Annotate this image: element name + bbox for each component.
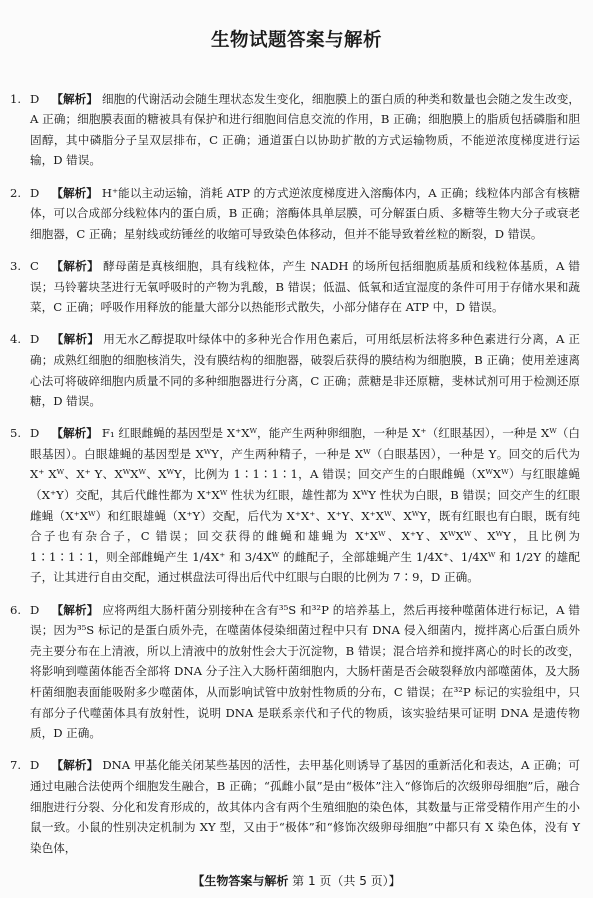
item-text: F₁ 红眼雌蝇的基因型是 X⁺Xᵂ，能产生两种卵细胞，一种是 X⁺（红眼基因），一种是 Xᵂ（白眼基因）。白眼雄蝇的基因型是 XᵂY，产生两种精子，一种是 Xᵂ（白眼基因），一种是 Y。回交的后代为 X⁺ Xᵂ、X⁺ Y、XᵂXᵂ、XᵂY，比例为 1∶1∶1∶1，A 错误；回交产生的白眼雌蝇（XᵂXᵂ）与红眼雄蝇（X⁺Y）交配，其后代雌性都为 X⁺Xᵂ 性状为红眼，雄性都为 XᵂY 性状为白眼，B 错误；回交产生的红眼雌蝇（X⁺Xᵂ）和红眼雄蝇（X⁺Y）交配，后代为 X⁺X⁺、X⁺Y、X⁺Xᵂ、XᵂY，既有红眼也有白眼，既有纯合子也有杂合子，C 错误；回交获得的雌蝇和雄蝇为 X⁺Xᵂ、X⁺Y、XᵂXᵂ、XᵂY，且比例为 1∶1∶1∶1，则全部雌蝇产生 1/4X⁺ 和 3/4Xᵂ 的雌配子，全部雄蝇产生 1/4X⁺、1/4Xᵂ 和 1/2Y 的雄配子，让其进行自由交配，通过棋盘法可得出后代中红眼与白眼的比例为 7∶9，D 正确。 xyxy=(30,426,580,585)
item-answer: C xyxy=(30,258,39,273)
answer-item xyxy=(10,89,580,171)
analysis-tag: 【解析】 xyxy=(51,332,100,347)
analysis-tag: 【解析】 xyxy=(51,758,99,773)
item-text: 酵母菌是真核细胞，具有线粒体，产生 NADH 的场所包括细胞质基质和线粒体基质，A 错误；马铃薯块茎进行无氧呼吸时的产物为乳酸，B 错误；低温、低氧和适宜湿度的条件可用于存储水果和蔬菜，C 正确；呼吸作用释放的能量大部分以热能形式散失，小部分储存在 ATP 中，D 错误。 xyxy=(30,258,580,315)
item-number: 3. xyxy=(10,258,22,273)
item-text: H⁺能以主动运输，消耗 ATP 的方式逆浓度梯度进入溶酶体内，A 正确；线粒体内部含有核糖体，可以合成部分线粒体内的蛋白质，B 正确；溶酶体具单层膜，可分解蛋白质、多糖等生物大分子或衰老细胞器，C 正确；星射线或纺锤丝的收缩可导致染色体移动，但并不能导致着丝粒的断裂，D 错误。 xyxy=(30,185,580,241)
item-answer: D xyxy=(30,426,40,441)
answer-item xyxy=(10,183,580,245)
item-text: 细胞的代谢活动会随生理状态发生变化，细胞膜上的蛋白质的种类和数量也会随之发生改变，A 正确；细胞膜表面的糖被具有保护和进行细胞间信息交流的作用，B 正确；细胞膜上的脂质包括磷脂和胆固醇，其中磷脂分子呈双层排布，C 正确；通道蛋白以协助扩散的方式运输物质，不能逆浓度梯度进行运输，D 错误。 xyxy=(30,91,580,168)
analysis-tag: 【解析】 xyxy=(51,185,98,200)
footer-label: 【生物答案与解析 xyxy=(192,874,289,888)
item-number: 4. xyxy=(10,332,22,347)
analysis-tag: 【解析】 xyxy=(51,426,98,441)
footer-page-number: 第 1 页（共 5 页）】 xyxy=(292,874,401,888)
analysis-tag: 【解析】 xyxy=(51,91,99,106)
document-title: 生物试题答案与解析 xyxy=(210,30,382,51)
analysis-tag: 【解析】 xyxy=(50,258,100,273)
answer-item xyxy=(10,755,580,858)
item-number: 7. xyxy=(10,758,22,773)
item-number: 2. xyxy=(10,185,22,200)
item-number: 5. xyxy=(10,426,22,441)
item-answer: D xyxy=(30,185,40,200)
item-answer: D xyxy=(30,602,40,617)
answer-item xyxy=(10,423,580,588)
item-number: 1. xyxy=(10,91,22,106)
item-number: 6. xyxy=(10,602,22,617)
analysis-tag: 【解析】 xyxy=(51,602,99,617)
item-text: 用无水乙醇提取叶绿体中的多种光合作用色素后，可用纸层析法将多种色素进行分离，A 正确；成熟红细胞的细胞核消失，没有膜结构的细胞器，破裂后获得的膜结构为细胞膜，B 正确；使用差速离心法可将破碎细胞内质量不同的多种细胞器进行分离，C 正确；蔗糖是非还原糖，斐林试剂可用于检测还原糖，D 错误。 xyxy=(30,332,580,409)
item-answer: D xyxy=(30,332,40,347)
item-answer: D xyxy=(30,91,40,106)
answer-item xyxy=(10,600,580,744)
answer-item xyxy=(10,329,580,411)
answer-item xyxy=(10,256,580,318)
page-footer xyxy=(0,872,593,889)
answer-list xyxy=(10,77,580,858)
item-text: 应将两组大肠杆菌分别接种在含有³⁵S 和³²P 的培养基上，然后再接种噬菌体进行标记，A 错误；因为³⁵S 标记的是蛋白质外壳，在噬菌体侵染细菌过程中只有 DNA 侵入细菌内，搅拌离心后蛋白质外壳主要分布在上清液，所以上清液中的放射性会大于沉淀物，B 错误；混合培养和搅拌离心的时长的改变，将影响到噬菌体能否全部将 DNA 分子注入大肠杆菌细胞内，大肠杆菌是否会破裂释放内部噬菌体，及大肠杆菌细胞表面能吸附多少噬菌体，从而影响试管中放射性物质的分布，C 错误；在³²P 标记的实验组中，只有部分子代噬菌体具有放射性，说明 DNA 是联系亲代和子代的物质，该实验结果可证明 DNA 是遗传物质，D 正确。 xyxy=(30,602,580,741)
item-text: DNA 甲基化能关闭某些基因的活性，去甲基化则诱导了基因的重新活化和表达，A 正确；可通过电融合法使两个细胞发生融合，B 正确；“孤雌小鼠”是由“极体”注入“修饰后的次级卵母细胞”后，融合细胞进行分裂、分化和发育形成的，故其体内含有两个生殖细胞的染色体，其数量与正常受精作用产生的小鼠一致。小鼠的性别决定机制为 XY 型，又由于“极体”和“修饰次级卵母细胞”中都只有 X 染色体，没有 Y 染色体， xyxy=(30,758,580,855)
item-answer: D xyxy=(30,758,40,773)
